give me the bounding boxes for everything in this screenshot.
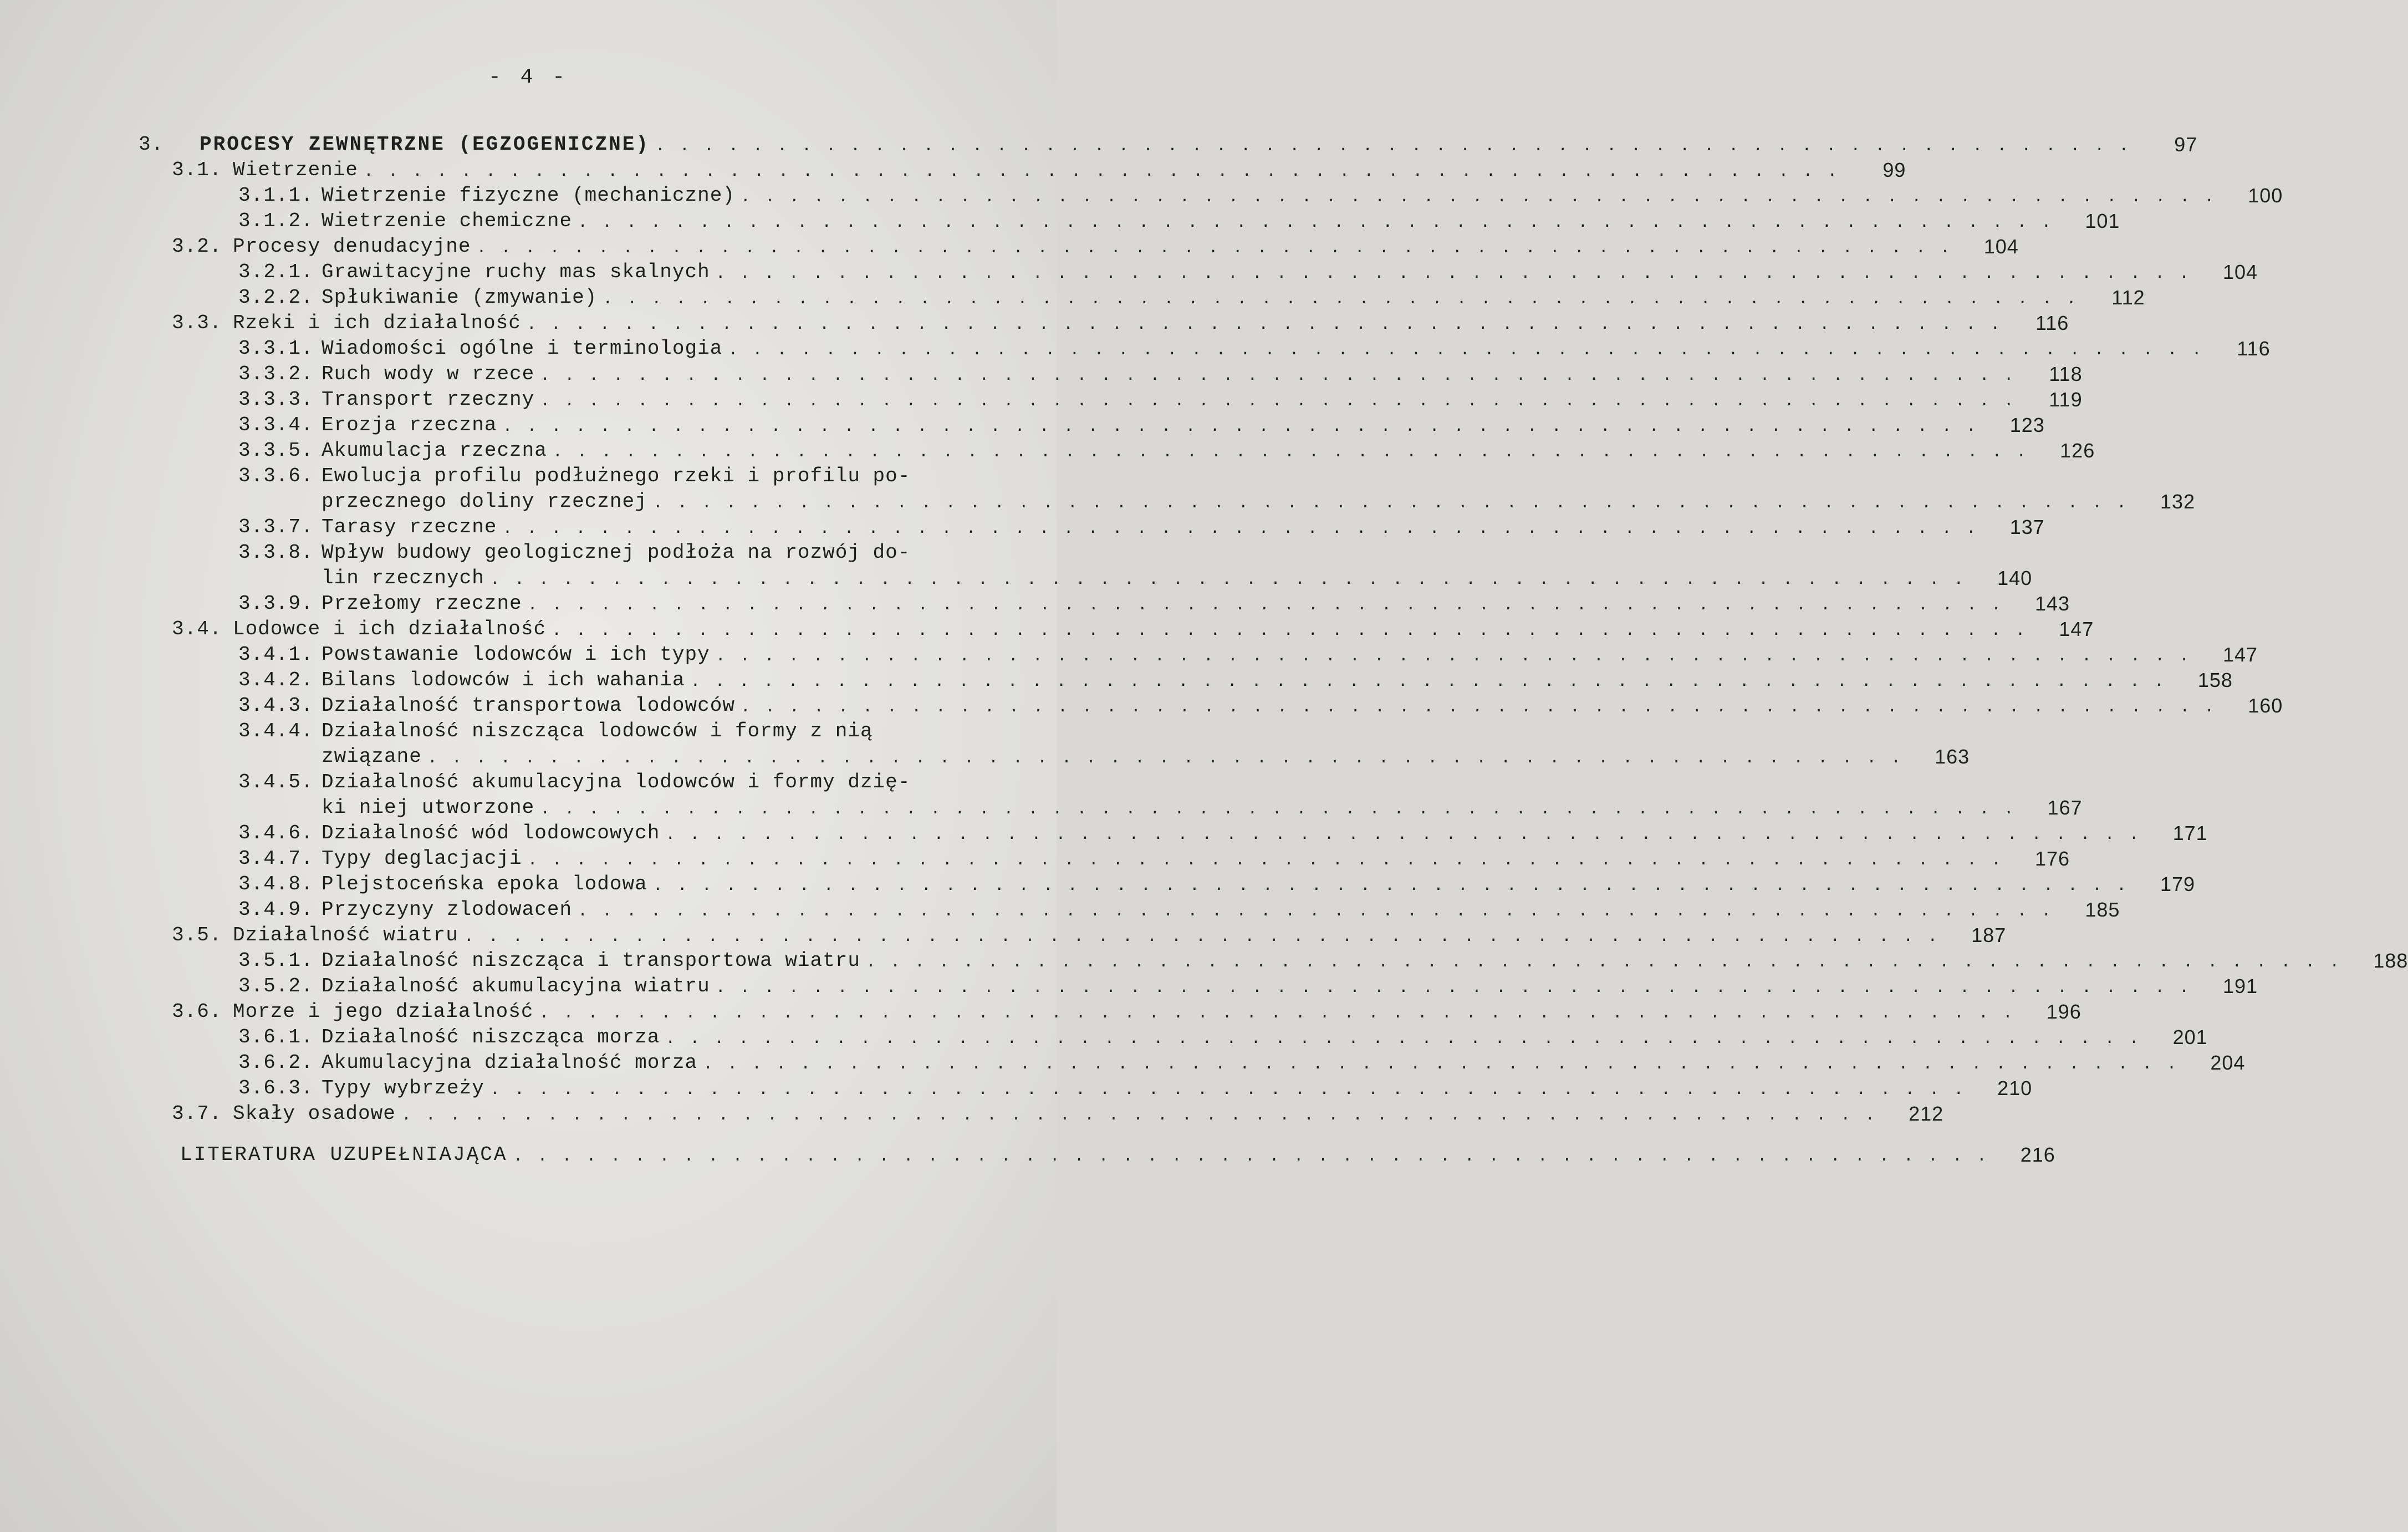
toc-entry-title: Procesy denudacyjne [233,235,471,258]
toc-entry-number: 3.6. [172,1000,222,1023]
toc-entry-page: 101 [2085,210,2120,232]
dot-leader: . . . . . . . . . . . . . . . . . . . . . . . . . . . . . . . . . . . . . . . . . . . . . . . . . . . . . . . . . . . . . [401,1106,1878,1125]
toc-entry-number: 3.3.5. [238,439,314,462]
toc-entry-page: 100 [2248,184,2283,207]
toc-entry [139,387,2083,413]
toc-entry-continuation [139,795,2083,821]
toc-entry-number: 3.4.7. [238,847,314,870]
toc-entry-number: 3.1.2. [238,210,314,232]
toc-entry [139,974,2258,999]
toc-entry-number: 3.6.1. [238,1026,314,1049]
table-of-contents [139,132,2408,1168]
dot-leader: . . . . . . . . . . . . . . . . . . . . . . . . . . . . . . . . . . . . . . . . . . . . . . . . . . . . . . . . . . . . . [476,239,1952,258]
toc-entry-number: 3.3.8. [238,541,314,564]
toc-entry-number: 3.5.1. [238,949,314,972]
toc-entry [139,693,2283,719]
dot-leader: . . . . . . . . . . . . . . . . . . . . . . . . . . . . . . . . . . . . . . . . . . . . . . . . . . . . . . . . . . . . . [715,979,2192,997]
toc-entry [139,872,2196,897]
toc-entry-page: 104 [1983,235,2019,258]
toc-entry [139,157,1906,183]
toc-entry-number: 3.2.1. [238,261,314,283]
toc-entry-page: 116 [2035,312,2069,334]
toc-entry-page: 104 [2223,261,2258,283]
toc-entry-continuation [139,744,1970,770]
toc-entry-title: Typy deglacjacji [322,847,522,870]
toc-entry [139,464,965,489]
toc-entry-page: 97 [2174,133,2198,156]
toc-entry-number: 3.4.3. [238,694,314,717]
toc-entry-title: Lodowce i ich działalność [233,618,547,640]
toc-entry-page: 179 [2160,873,2196,895]
toc-entry [139,336,2271,362]
toc-entry-number: 3.4.5. [238,771,314,793]
toc-entry [139,515,2045,540]
toc-entry-page: 176 [2034,847,2070,870]
toc-entry [139,413,2045,438]
toc-entry [139,617,2094,642]
dot-leader: . . . . . . . . . . . . . . . . . . . . . . . . . . . . . . . . . . . . . . . . . . . . . . . . . . . . . . . . . . . . . [690,673,2166,691]
toc-entry-title: Rzeki i ich działalność [233,312,521,334]
toc-entry [139,132,2198,157]
dot-leader: . . . . . . . . . . . . . . . . . . . . . . . . . . . . . . . . . . . . . . . . . . . . . . . . . . . . . . . . . . . . . [715,264,2192,283]
toc-entry-page: 119 [2049,388,2083,411]
toc-entry-page: 171 [2172,822,2208,844]
toc-entry [139,438,2095,464]
toc-entry-title: Wietrzenie [233,159,359,181]
toc-entry-page: 147 [2223,643,2258,666]
dot-leader: . . . . . . . . . . . . . . . . . . . . . . . . . . . . . . . . . . . . . . . . . . . . . . . . . . . . . . . . . . . . . [552,443,2029,462]
toc-entry-title: Wpływ budowy geologicznej podłoża na rozwój do- [322,541,911,564]
toc-entry [139,591,2070,617]
toc-entry [139,719,965,744]
toc-entry-title: Grawitacyjne ruchy mas skalnych [322,261,710,283]
toc-entry-number: 3.4.2. [238,669,314,691]
toc-entry-page: 137 [2009,516,2045,538]
dot-leader: . . . . . . . . . . . . . . . . . . . . . . . . . . . . . . . . . . . . . . . . . . . . . . . . . . . . . . . . . . . . . [740,698,2217,717]
toc-entry-number: 3.3.2. [238,363,314,385]
toc-entry [139,311,2069,336]
toc-entry-title: Wietrzenie fizyczne (mechaniczne) [322,184,735,207]
dot-leader: . . . . . . . . . . . . . . . . . . . . . . . . . . . . . . . . . . . . . . . . . . . . . . . . . . . . . . . . . . . . . [703,1055,2179,1074]
dot-leader: . . . . . . . . . . . . . . . . . . . . . . . . . . . . . . . . . . . . . . . . . . . . . . . . . . . . . . . . . . . . . [665,826,2141,844]
dot-leader: . . . . . . . . . . . . . . . . . . . . . . . . . . . . . . . . . . . . . . . . . . . . . . . . . . . . . . . . . . . . . [502,520,1978,538]
toc-entry-number: 3.2.2. [238,286,314,309]
toc-entry-page: 160 [2248,694,2283,717]
toc-entry-page: 118 [2049,363,2083,385]
toc-entry-number: 3.1.1. [238,184,314,207]
toc-entry-title-continued: związane [322,745,422,768]
dot-leader: . . . . . . . . . . . . . . . . . . . . . . . . . . . . . . . . . . . . . . . . . . . . . . . . . . . . . . . . . . . . . [578,902,2054,921]
toc-entry-title: Działalność transportowa lodowców [322,694,735,717]
toc-entry-continuation [139,566,2033,591]
toc-entry [139,1025,2208,1050]
dot-leader: . . . . . . . . . . . . . . . . . . . . . . . . . . . . . . . . . . . . . . . . . . . . . . . . . . . . . . . . . . . . . [502,418,1978,436]
toc-entry-continuation [139,489,2196,515]
toc-entry [139,948,2408,974]
dot-leader: . . . . . . . . . . . . . . . . . . . . . . . . . . . . . . . . . . . . . . . . . . . . . . . . . . . . . . . . . . . . . [552,622,2028,640]
toc-entry-title: Bilans lodowców i ich wahania [322,669,685,691]
dot-leader: . . . . . . . . . . . . . . . . . . . . . . . . . . . . . . . . . . . . . . . . . . . . . . . . . . . . . . . . . . . . . [603,290,2079,309]
toc-entry-page: 112 [2111,286,2145,309]
toc-entry-page: 185 [2085,898,2120,921]
toc-entry-page: 99 [1882,159,1906,181]
toc-entry-title: Działalność niszcząca morza [322,1026,660,1049]
dot-leader: . . . . . . . . . . . . . . . . . . . . . . . . . . . . . . . . . . . . . . . . . . . . . . . . . . . . . . . . . . . . . [364,162,1840,181]
literatura-title: LITERATURA UZUPEŁNIAJĄCA [180,1143,508,1166]
toc-entry-page: 167 [2047,796,2083,819]
toc-entry-title: Akumulacja rzeczna [322,439,547,462]
toc-entry-page: 196 [2046,1000,2082,1023]
toc-entry-page: 163 [1935,745,1970,768]
toc-entry-title: Akumulacyjna działalność morza [322,1051,698,1074]
toc-entry-page: 132 [2160,490,2196,513]
toc-entry [139,208,2120,234]
dot-leader: . . . . . . . . . . . . . . . . . . . . . . . . . . . . . . . . . . . . . . . . . . . . . . . . . . . . . . . . . . . . . [513,1147,1989,1166]
toc-entry-page: 116 [2237,337,2271,360]
toc-entry-page: 212 [1909,1102,1944,1125]
page-number: - 4 - [488,65,569,89]
toc-entry-page: 158 [2197,669,2233,691]
literatura-page: 216 [2020,1143,2055,1166]
toc-entry-page: 147 [2059,618,2094,640]
toc-entry-title: Powstawanie lodowców i ich typy [322,643,710,666]
toc-entry-title-continued: lin rzecznych [322,567,484,589]
toc-entry [139,668,2233,693]
toc-entry-page: 143 [2034,592,2070,615]
toc-entry-title: Działalność akumulacyjna wiatru [322,975,710,997]
toc-entry [139,897,2120,923]
dot-leader: . . . . . . . . . . . . . . . . . . . . . . . . . . . . . . . . . . . . . . . . . . . . . . . . . . . . . . . . . . . . . [526,315,2003,334]
toc-entry [139,234,2019,259]
toc-entry-title: Ewolucja profilu podłużnego rzeki i profilu po- [322,465,911,487]
toc-entry-title: Działalność niszcząca lodowców i formy z nią [322,720,873,742]
toc-entry-number: 3.3.3. [238,388,314,411]
toc-entry-title: Działalność wód lodowcowych [322,822,660,844]
dot-leader: . . . . . . . . . . . . . . . . . . . . . . . . . . . . . . . . . . . . . . . . . . . . . . . . . . . . . . . . . . . . . [540,800,2016,819]
dot-leader: . . . . . . . . . . . . . . . . . . . . . . . . . . . . . . . . . . . . . . . . . . . . . . . . . . . . . . . . . . . . . [652,494,2129,513]
dot-leader: . . . . . . . . . . . . . . . . . . . . . . . . . . . . . . . . . . . . . . . . . . . . . . . . . . . . . . . . . . . . . [578,213,2054,232]
dot-leader: . . . . . . . . . . . . . . . . . . . . . . . . . . . . . . . . . . . . . . . . . . . . . . . . . . . . . . . . . . . . . [427,749,1904,768]
dot-leader: . . . . . . . . . . . . . . . . . . . . . . . . . . . . . . . . . . . . . . . . . . . . . . . . . . . . . . . . . . . . . [527,596,2004,615]
dot-leader: . . . . . . . . . . . . . . . . . . . . . . . . . . . . . . . . . . . . . . . . . . . . . . . . . . . . . . . . . . . . . [489,571,1966,589]
toc-entry-number: 3.3.6. [238,465,314,487]
dot-leader: . . . . . . . . . . . . . . . . . . . . . . . . . . . . . . . . . . . . . . . . . . . . . . . . . . . . . . . . . . . . . [865,953,2342,972]
dot-leader: . . . . . . . . . . . . . . . . . . . . . . . . . . . . . . . . . . . . . . . . . . . . . . . . . . . . . . . . . . . . . [728,341,2204,360]
toc-entry [139,770,965,795]
toc-entry-page: 140 [1997,567,2033,589]
toc-entry-page: 201 [2172,1026,2208,1049]
toc-entry-number: 3.3. [172,312,222,334]
toc-entry-page: 191 [2223,975,2258,997]
toc-entry-number: 3.5.2. [238,975,314,997]
toc-entry [139,259,2258,285]
spacer [139,1127,965,1142]
dot-leader: . . . . . . . . . . . . . . . . . . . . . . . . . . . . . . . . . . . . . . . . . . . . . . . . . . . . . . . . . . . . . [665,1030,2141,1049]
toc-entry-title: Ruch wody w rzece [322,363,535,385]
literatura-entry [139,1142,2055,1168]
toc-entry [139,1101,1944,1127]
toc-entry-number: 3.6.3. [238,1077,314,1100]
toc-entry-title: Morze i jego działalność [233,1000,534,1023]
toc-entry-title: PROCESY ZEWNĘTRZNE (EGZOGENICZNE) [200,133,650,156]
toc-entry-page: 187 [1971,924,2007,946]
toc-entry-title-continued: przecznego doliny rzecznej [322,490,647,513]
toc-entry-title: Wietrzenie chemiczne [322,210,573,232]
toc-entry-page: 123 [2009,414,2045,436]
toc-entry [139,846,2070,872]
dot-leader: . . . . . . . . . . . . . . . . . . . . . . . . . . . . . . . . . . . . . . . . . . . . . . . . . . . . . . . . . . . . . [652,877,2129,895]
toc-entry-title: Spłukiwanie (zmywanie) [322,286,598,309]
toc-entry-number: 3.3.4. [238,414,314,436]
toc-entry-page: 188 [2373,949,2408,972]
toc-entry-title: Działalność wiatru [233,924,458,946]
toc-entry-title: Erozja rzeczna [322,414,497,436]
toc-entry-title: Transport rzeczny [322,388,535,411]
toc-entry-number: 3.4.1. [238,643,314,666]
dot-leader: . . . . . . . . . . . . . . . . . . . . . . . . . . . . . . . . . . . . . . . . . . . . . . . . . . . . . . . . . . . . . [655,137,2131,156]
toc-entry-number: 3.3.7. [238,516,314,538]
toc-entry-title: Skały osadowe [233,1102,396,1125]
toc-entry-title: Tarasy rzeczne [322,516,497,538]
toc-entry-page: 204 [2210,1051,2246,1074]
toc-entry-number: 3.3.9. [238,592,314,615]
toc-entry-title: Działalność akumulacyjna lodowców i formy dzię- [322,771,911,793]
toc-entry-title: Plejstoceńska epoka lodowa [322,873,647,895]
dot-leader: . . . . . . . . . . . . . . . . . . . . . . . . . . . . . . . . . . . . . . . . . . . . . . . . . . . . . . . . . . . . . [540,367,2016,385]
toc-entry-number: 3.3.1. [238,337,314,360]
toc-entry [139,1050,2246,1076]
toc-entry-title: Przyczyny zlodowaceń [322,898,573,921]
dot-leader: . . . . . . . . . . . . . . . . . . . . . . . . . . . . . . . . . . . . . . . . . . . . . . . . . . . . . . . . . . . . . [540,392,2016,411]
toc-entry-page: 210 [1997,1077,2033,1100]
toc-entry-number: 3.4. [172,618,222,640]
toc-entry [139,999,2082,1025]
toc-entry-number: 3.4.4. [238,720,314,742]
dot-leader: . . . . . . . . . . . . . . . . . . . . . . . . . . . . . . . . . . . . . . . . . . . . . . . . . . . . . . . . . . . . . [740,188,2217,207]
toc-entry-number: 3.5. [172,924,222,946]
dot-leader: . . . . . . . . . . . . . . . . . . . . . . . . . . . . . . . . . . . . . . . . . . . . . . . . . . . . . . . . . . . . . [715,647,2192,666]
toc-entry-title: Typy wybrzeży [322,1077,484,1100]
toc-entry-page: 126 [2060,439,2095,462]
toc-entry-number: 3.2. [172,235,222,258]
toc-entry [139,183,2283,208]
toc-entry-number: 3.4.9. [238,898,314,921]
toc-entry [139,821,2208,846]
toc-entry [139,642,2258,668]
toc-entry-number: 3.1. [172,159,222,181]
toc-entry [139,362,2083,387]
toc-entry-title: Działalność niszcząca i transportowa wiatru [322,949,860,972]
dot-leader: . . . . . . . . . . . . . . . . . . . . . . . . . . . . . . . . . . . . . . . . . . . . . . . . . . . . . . . . . . . . . [463,928,1940,946]
dot-leader: . . . . . . . . . . . . . . . . . . . . . . . . . . . . . . . . . . . . . . . . . . . . . . . . . . . . . . . . . . . . . [527,851,2004,870]
toc-entry [139,923,2007,948]
toc-entry-title: Przełomy rzeczne [322,592,522,615]
toc-entry-title-continued: ki niej utworzone [322,796,535,819]
toc-entry [139,540,965,566]
toc-entry-number: 3.7. [172,1102,222,1125]
toc-entry [139,1076,2033,1101]
toc-entry-number: 3. [139,133,164,156]
dot-leader: . . . . . . . . . . . . . . . . . . . . . . . . . . . . . . . . . . . . . . . . . . . . . . . . . . . . . . . . . . . . . [539,1004,2015,1023]
toc-entry-number: 3.4.6. [238,822,314,844]
dot-leader: . . . . . . . . . . . . . . . . . . . . . . . . . . . . . . . . . . . . . . . . . . . . . . . . . . . . . . . . . . . . . [489,1081,1966,1100]
toc-entry-title: Wiadomości ogólne i terminologia [322,337,723,360]
toc-entry-number: 3.4.8. [238,873,314,895]
toc-entry [139,285,2145,311]
toc-entry-number: 3.6.2. [238,1051,314,1074]
